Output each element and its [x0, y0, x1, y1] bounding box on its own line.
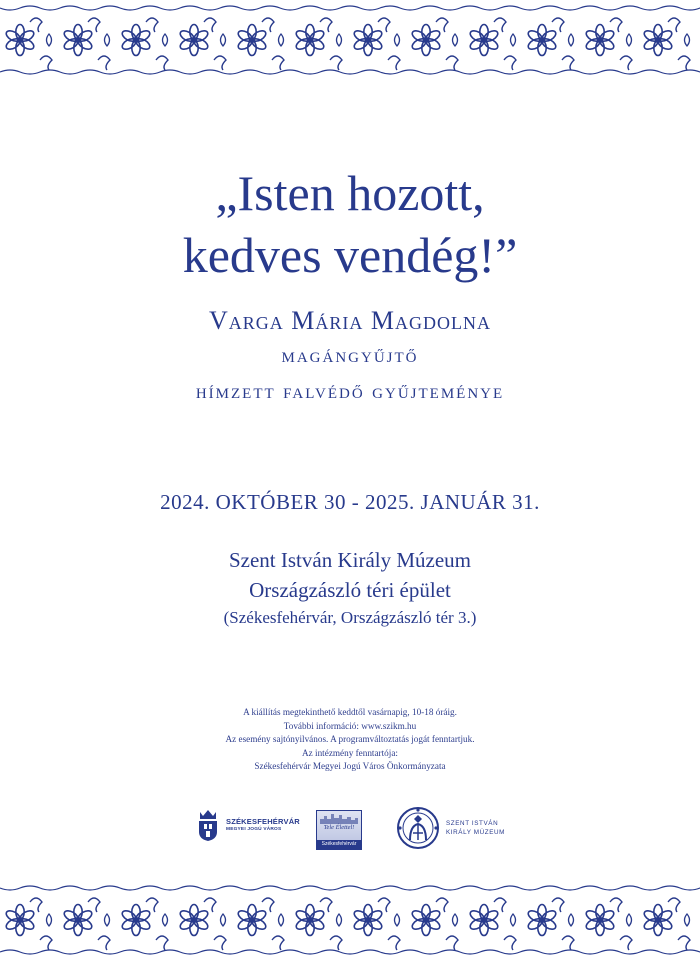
city-logo [196, 808, 300, 842]
museum-logo-line-1: SZENT ISTVÁN [446, 820, 499, 827]
city-skyline-icon [317, 812, 361, 824]
flower-motif-icon [526, 25, 557, 56]
flower-motif-icon [294, 905, 325, 936]
crown-crest-icon [196, 808, 220, 842]
info-line-maintainer: Székesfehérvár Megyei Jogú Város Önkormányzata [254, 761, 446, 772]
venue-building: Országzászló téri épület [249, 578, 451, 602]
flower-motif-icon [410, 25, 441, 56]
flower-motif-icon [236, 25, 267, 56]
flower-motif-icon [352, 905, 383, 936]
flower-motif-icon [642, 25, 673, 56]
tele-slogan: Tele Élettel! [323, 824, 355, 831]
flower-motif-icon [4, 905, 35, 936]
flower-motif-icon [526, 905, 557, 936]
subtitle-line-1: magángyűjtő [281, 342, 419, 367]
museum-logo [396, 806, 505, 850]
flower-motif-icon [468, 25, 499, 56]
museum-emblem-icon [396, 806, 440, 850]
tele-city: Székesfehérvár [317, 840, 361, 849]
flower-motif-icon [236, 905, 267, 936]
info-block [0, 706, 700, 774]
flower-motif-icon [120, 25, 151, 56]
subtitle-line-2: hímzett falvédő gyűjteménye [195, 378, 505, 403]
info-line-hours: A kiállítás megtekinthető keddtől vasárnapig, 10-18 óráig. [243, 707, 457, 717]
top-floral-border [0, 0, 700, 80]
flower-motif-icon [120, 905, 151, 936]
flower-motif-icon [62, 905, 93, 936]
collector-name: Varga Mária Magdolna [208, 306, 491, 335]
flower-motif-icon [178, 905, 209, 936]
flower-motif-icon [62, 25, 93, 56]
city-logo-name: SZÉKESFEHÉRVÁR [226, 817, 300, 826]
info-line-press: Az esemény sajtónyilvános. A programváltoztatás jogát fenntartjuk. [225, 734, 475, 745]
museum-logo-line-2: KIRÁLY MÚZEUM [446, 829, 505, 836]
bottom-floral-border [0, 880, 700, 960]
flower-motif-icon [410, 905, 441, 936]
flower-motif-icon [468, 905, 499, 936]
flower-motif-icon [584, 25, 615, 56]
flower-motif-icon [178, 25, 209, 56]
tele-elettel-logo [316, 810, 362, 850]
logo-row [0, 806, 700, 856]
flower-motif-icon [4, 25, 35, 56]
exhibition-title [0, 162, 700, 286]
city-logo-sub: MEGYEI JOGÚ VÁROS [226, 827, 282, 832]
info-line-website: További információ: www.szikm.hu [283, 720, 417, 731]
flower-motif-icon [294, 25, 325, 56]
flower-motif-icon [352, 25, 383, 56]
info-line-maintainer-label: Az intézmény fenntartója: [302, 747, 398, 758]
flower-motif-icon [642, 905, 673, 936]
title-line-2: kedves vendég!” [182, 227, 518, 283]
exhibition-dates: 2024. OKTÓBER 30 - 2025. JANUÁR 31. [160, 490, 540, 514]
flower-motif-icon [584, 905, 615, 936]
title-line-1: „Isten hozott, [215, 165, 485, 221]
venue-name: Szent István Király Múzeum [228, 548, 472, 572]
venue-address: (Székesfehérvár, Országzászló tér 3.) [223, 608, 477, 627]
